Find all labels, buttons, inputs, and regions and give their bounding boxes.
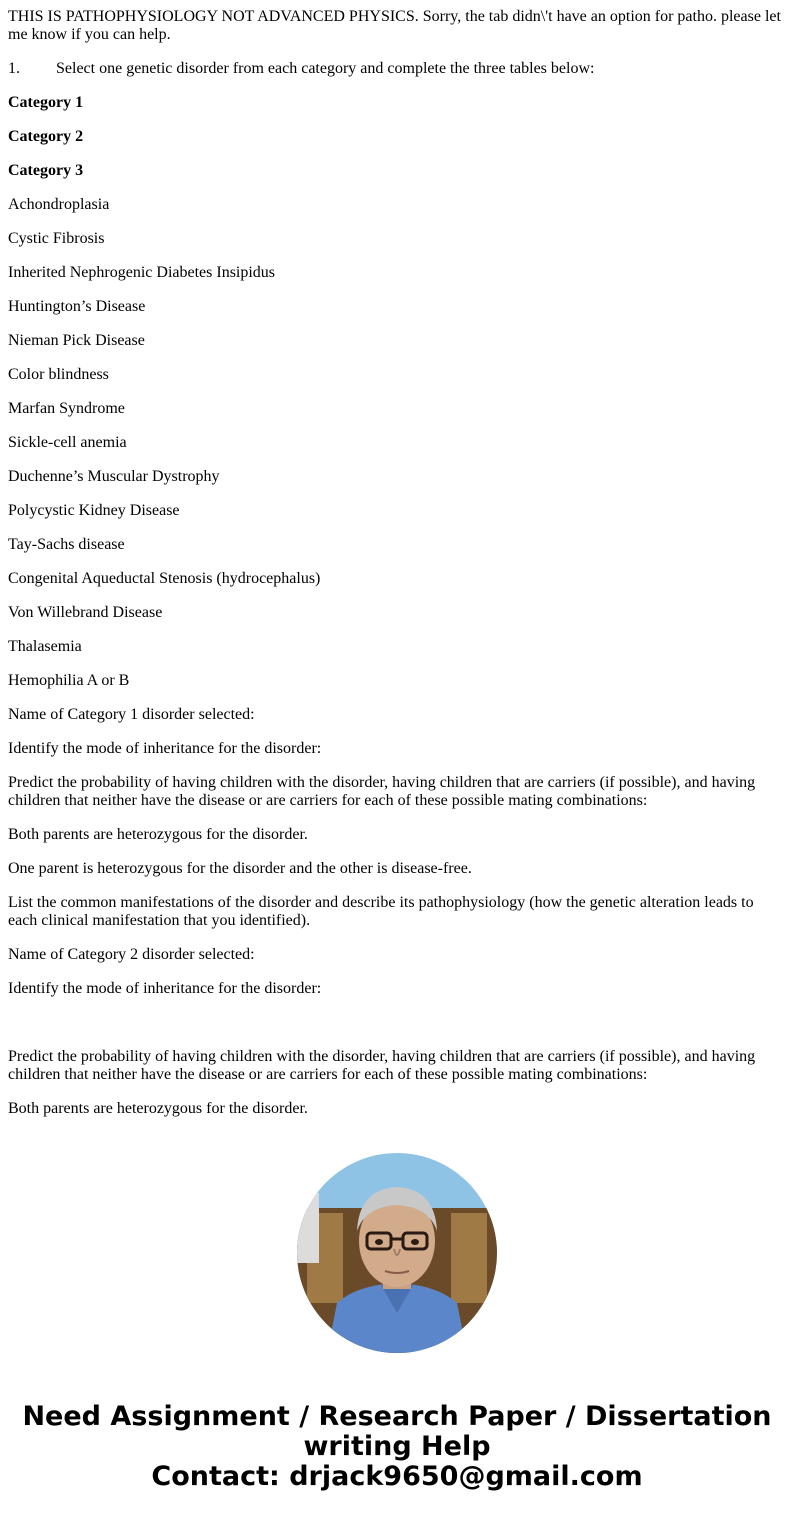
disorder-item: Sickle-cell anemia	[8, 434, 127, 451]
category2-predict-prompt: Predict the probability of having children with the disorder, having children that are carriers (if possible), and having children that neither have the disease or are carriers for each of these possible mating combinations:	[8, 1048, 756, 1083]
category1-one-parent: One parent is heterozygous for the disorder and the other is disease-free.	[8, 860, 472, 877]
category1-mode-prompt: Identify the mode of inheritance for the disorder:	[8, 740, 322, 757]
category1-both-parents: Both parents are heterozygous for the disorder.	[8, 826, 308, 843]
banner-line: writing Help	[303, 1431, 491, 1462]
disorder-item: Color blindness	[8, 366, 109, 383]
disorder-item: Marfan Syndrome	[8, 400, 125, 417]
intro-text: THIS IS PATHOPHYSIOLOGY NOT ADVANCED PHYSICS. Sorry, the tab didn\'t have an option for patho. please let me know if you can help.	[8, 8, 781, 43]
disorder-item: Nieman Pick Disease	[8, 332, 145, 349]
item-text: Select one genetic disorder from each category and complete the three tables below:	[56, 60, 595, 77]
category2-name-prompt: Name of Category 2 disorder selected:	[8, 946, 255, 963]
category1-manifestations-prompt: List the common manifestations of the disorder and describe its pathophysiology (how the genetic alteration leads to each clinical manifestation that you identified).	[8, 894, 754, 929]
disorder-item: Von Willebrand Disease	[8, 604, 163, 621]
disorder-item: Inherited Nephrogenic Diabetes Insipidus	[8, 264, 276, 281]
banner-line: Need Assignment / Research Paper / Dissertation	[22, 1401, 772, 1432]
contact-email: Contact: drjack9650@gmail.com	[151, 1461, 643, 1492]
disorder-item: Tay-Sachs disease	[8, 536, 125, 553]
avatar-portrait	[297, 1153, 497, 1353]
tutor-avatar	[297, 1153, 497, 1353]
category1-name-prompt: Name of Category 1 disorder selected:	[8, 706, 255, 723]
disorder-item: Huntington’s Disease	[8, 298, 146, 315]
contact-banner	[0, 1402, 794, 1492]
disorder-item: Hemophilia A or B	[8, 672, 130, 689]
category2-mode-prompt: Identify the mode of inheritance for the disorder:	[8, 980, 322, 997]
category-heading: Category 3	[8, 162, 84, 179]
category-heading: Category 1	[8, 94, 84, 111]
category2-both-parents: Both parents are heterozygous for the disorder.	[8, 1100, 308, 1117]
numbered-item	[8, 60, 786, 78]
category-heading: Category 2	[8, 128, 84, 145]
category1-predict-prompt: Predict the probability of having children with the disorder, having children that are carriers (if possible), and having children that neither have the disease or are carriers for each of these possible mating combinations:	[8, 774, 756, 809]
disorder-item: Thalasemia	[8, 638, 82, 655]
disorder-item: Cystic Fibrosis	[8, 230, 105, 247]
disorder-item: Duchenne’s Muscular Dystrophy	[8, 468, 220, 485]
disorder-item: Achondroplasia	[8, 196, 110, 213]
blank-line	[8, 1014, 786, 1032]
item-number: 1.	[8, 60, 20, 77]
disorder-item: Polycystic Kidney Disease	[8, 502, 180, 519]
disorder-item: Congenital Aqueductal Stenosis (hydrocephalus)	[8, 570, 321, 587]
